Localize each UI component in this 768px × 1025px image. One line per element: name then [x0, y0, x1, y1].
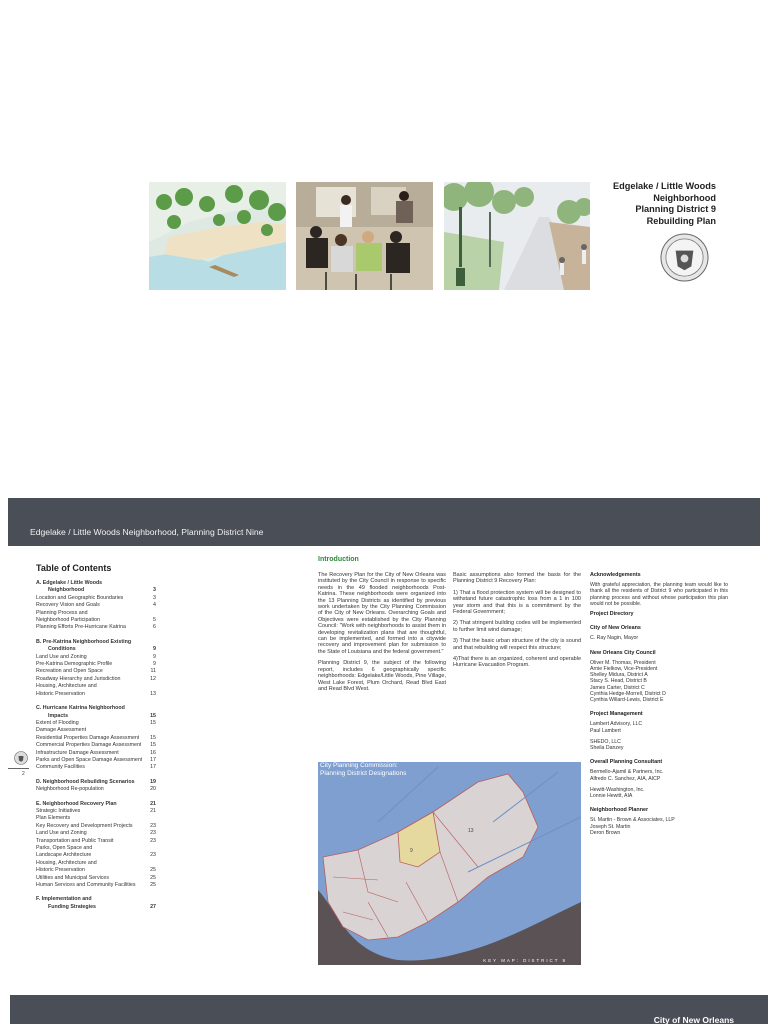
- toc-entry-title: B. Pre-Katrina Neighborhood Existing: [36, 638, 132, 645]
- toc-entry: [36, 815, 156, 822]
- toc-entry-title: Parks, Open Space and: [36, 845, 93, 851]
- toc-entry: [36, 735, 156, 742]
- directory-block: [590, 660, 728, 703]
- toc-entry-page: 3: [153, 587, 156, 594]
- cover-title-line: Planning District 9: [635, 204, 716, 214]
- toc-entry-page: 13: [150, 690, 156, 697]
- toc-entry: [36, 676, 156, 683]
- toc-entry: [36, 580, 156, 587]
- toc-entry: [36, 904, 156, 911]
- toc-entry-title: Planning Efforts Pre-Hurricane Katrina: [36, 624, 126, 631]
- toc-entry-page: 23: [150, 822, 156, 829]
- toc-entry-page: 20: [150, 786, 156, 793]
- toc-entry-page: 25: [150, 874, 156, 881]
- ack-text: With grateful appreciation, the planning team would like to thank all the residents of District 9 who participated in this planning process and without whose participation this plan would not be possible.: [590, 582, 728, 607]
- intro-paragraph: Planning District 9, the subject of the following report, includes 6 geographically specific neighborhoods: Edgelake/Little Woods, Pine Village, West Lake Forest, Plum Orchard, Read Blvd East and Read Blvd West.: [318, 660, 446, 692]
- project-directory: [590, 611, 728, 836]
- intro-paragraph: 4)That there is an organized, coherent and operable Hurricane Evacuation Program.: [453, 656, 581, 669]
- toc-entry-page: 25: [150, 882, 156, 889]
- directory-line: Lonnie Hewitt, AIA: [590, 793, 633, 800]
- toc-entry-page: 9: [153, 653, 156, 660]
- map-label-district-13: 13: [468, 828, 474, 834]
- toc-entry-title: Utilities and Municipal Services: [36, 874, 110, 881]
- section-header-title: Edgelake / Little Woods Neighborhood, Planning District Nine: [30, 527, 264, 537]
- toc-entry-page: 15: [150, 742, 156, 749]
- toc-entry-title: C. Hurricane Katrina Neighborhood: [36, 705, 125, 712]
- toc-entry-title: Historic Preservation: [36, 690, 85, 697]
- toc-entry: [36, 624, 156, 631]
- intro-paragraph: 2) That stringent building codes will be implemented to further limit wind damage;: [453, 620, 581, 633]
- toc-entry-page: 16: [150, 749, 156, 756]
- toc-entry-page: 23: [150, 852, 156, 859]
- directory-line: Cynthia Hedge-Morrell, District D: [590, 690, 666, 697]
- toc-entry-page: 4: [153, 602, 156, 609]
- toc-entry-title: Funding Strategies: [48, 903, 96, 910]
- toc-entry-title: Land Use and Zoning: [36, 653, 87, 660]
- toc-entry: [36, 691, 156, 698]
- toc-entry-page: 25: [150, 867, 156, 874]
- toc-entry: [36, 610, 156, 617]
- toc-entry: [36, 786, 156, 793]
- directory-line: James Carter, District C: [590, 684, 645, 691]
- toc-entry-title: F. Implementation and: [36, 896, 92, 903]
- map-title-line: Planning District Designations: [320, 770, 407, 777]
- directory-heading: Project Directory: [590, 611, 634, 618]
- toc-entry-title: Residential Properties Damage Assessment: [36, 734, 140, 741]
- toc-gap: [36, 698, 156, 705]
- toc-entry-page: 9: [153, 646, 156, 653]
- toc-gap: [36, 632, 156, 639]
- toc-entry: [36, 860, 156, 867]
- intro-paragraph: Basic assumptions also formed the basis for the Planning District 9 Recovery Plan:: [453, 572, 581, 585]
- directory-block: [590, 787, 728, 799]
- toc-entry-title: Commercial Properties Damage Assessment: [36, 742, 142, 749]
- toc-entry-title: E. Neighborhood Recovery Plan: [36, 800, 117, 807]
- table-of-contents: [36, 580, 156, 911]
- toc-entry: [36, 646, 156, 653]
- toc-entry-title: Transportation and Public Transit: [36, 837, 114, 844]
- toc-entry: [36, 867, 156, 874]
- toc-entry: [36, 852, 156, 859]
- directory-line: Joseph St. Martin: [590, 823, 631, 830]
- toc-entry-page: 6: [153, 624, 156, 631]
- directory-line: Paul Lambert: [590, 727, 621, 734]
- directory-line: Stacy S. Head, District B: [590, 678, 647, 685]
- toc-entry: [36, 779, 156, 786]
- intro-paragraph: 1) That a flood protection system will be designed to withstand future catastrophic loss from a 1 in 100 year storm and that this is a commitment by the Federal Government;: [453, 589, 581, 616]
- toc-entry: [36, 823, 156, 830]
- toc-entry-page: 12: [150, 675, 156, 682]
- toc-entry: [36, 683, 156, 690]
- cover-image-community-meeting: [296, 182, 433, 290]
- city-seal-icon: [660, 233, 709, 282]
- toc-entry: [36, 757, 156, 764]
- toc-entry: [36, 617, 156, 624]
- directory-line: Cynthia Willard-Lewis, District E: [590, 697, 664, 704]
- toc-entry-title: Recovery Vision and Goals: [36, 602, 100, 609]
- directory-line: Bermello-Ajamil & Partners, Inc.: [590, 769, 664, 776]
- directory-heading: City of New Orleans: [590, 625, 641, 632]
- toc-entry: [36, 896, 156, 903]
- map-title-line: City Planning Commission:: [320, 762, 398, 769]
- toc-entry-title: Human Services and Community Facilities: [36, 882, 136, 889]
- map-key-label: KEY MAP: DISTRICT 9: [483, 958, 567, 963]
- toc-gap: [36, 794, 156, 801]
- toc-entry-page: 17: [150, 756, 156, 763]
- ack-heading: Acknowledgements: [590, 572, 641, 578]
- toc-entry-title: Neighborhood Re-population: [36, 786, 104, 793]
- toc-entry-title: Strategic Initiatives: [36, 807, 81, 814]
- intro-paragraph: The Recovery Plan for the City of New Orleans was instituted by the City Council in response to specific needs in the 49 flooded neighborhoods Post-Katrina. These neighborhoods were organized into the 13 Planning Districts as identified by previous work undertaken by the City Planning Commission of the City of New Orleans. Overarching Goals and Objectives were established by the City Planning Council: "Work with neighborhoods to assist them in developing revitalization plans that are thoughtful, can be implemented, and formed into a citywide recovery and improvement plan for submission to the State of Louisiana and the federal government.": [318, 572, 446, 655]
- footer-bar: [10, 995, 768, 1024]
- toc-entry: [36, 801, 156, 808]
- toc-entry-page: 21: [150, 800, 156, 807]
- cover-title: [613, 181, 716, 227]
- toc-entry-title: D. Neighborhood Rebuilding Scenarios: [36, 778, 135, 785]
- toc-entry: [36, 661, 156, 668]
- toc-entry-title: Location and Geographic Boundaries: [36, 594, 124, 601]
- toc-entry-title: Infrastructure Damage Assessment: [36, 749, 119, 756]
- toc-entry: [36, 639, 156, 646]
- toc-entry-title: Damage Assessment: [36, 727, 87, 734]
- map-label-district-9: 9: [410, 848, 413, 854]
- toc-entry: [36, 742, 156, 749]
- directory-line: Alfredo C. Sanchez, AIA, AICP: [590, 775, 661, 782]
- directory-line: SHEDO, LLC: [590, 738, 621, 745]
- toc-entry-title: Community Facilities: [36, 764, 85, 771]
- toc-entry-title: A. Edgelake / Little Woods: [36, 580, 103, 586]
- directory-heading: New Orleans City Council: [590, 649, 656, 656]
- section-header-bar: [8, 498, 760, 546]
- directory-line: Arnie Fielkow, Vice-President: [590, 666, 658, 673]
- toc-entry-title: Roadway Hierarchy and Jurisdiction: [36, 675, 121, 682]
- toc-entry: [36, 838, 156, 845]
- cover-image-waterfront-rendering: [149, 182, 286, 290]
- toc-entry-page: 3: [153, 594, 156, 601]
- toc-entry-page: 27: [150, 903, 156, 910]
- directory-line: Sheila Danzey: [590, 745, 624, 752]
- toc-gap: [36, 772, 156, 779]
- directory-block: [590, 817, 728, 836]
- directory-block: [590, 769, 728, 781]
- toc-entry-title: Planning Process and: [36, 609, 88, 616]
- toc-entry-page: 21: [150, 807, 156, 814]
- toc-entry-title: Housing, Architecture and: [36, 859, 97, 866]
- directory-line: Shelley Midura, District A: [590, 672, 648, 679]
- toc-entry: [36, 727, 156, 734]
- directory-line: C. Ray Nagin, Mayor: [590, 635, 639, 642]
- toc-entry-title: Extent of Flooding: [36, 719, 79, 726]
- toc-gap: [36, 889, 156, 896]
- directory-block: [590, 739, 728, 751]
- toc-entry-page: 15: [150, 712, 156, 719]
- cover-title-line: Edgelake / Little Woods: [613, 181, 716, 191]
- toc-entry: [36, 845, 156, 852]
- directory-line: Hewitt-Washington, Inc.: [590, 786, 645, 793]
- intro-column-1: [318, 572, 446, 697]
- page-number: 2: [22, 771, 25, 777]
- toc-entry-title: Key Recovery and Development Projects: [36, 822, 133, 829]
- toc-entry-title: Neighborhood Participation: [36, 617, 100, 624]
- directory-heading: Project Management: [590, 711, 643, 718]
- directory-heading: Overall Planning Consultant: [590, 759, 663, 766]
- toc-entry: [36, 808, 156, 815]
- toc-entry-title: Historic Preservation: [36, 867, 85, 874]
- toc-entry-page: 19: [150, 778, 156, 785]
- district-key-map: [318, 762, 581, 965]
- toc-entry: [36, 587, 156, 594]
- toc-entry-title: Impacts: [48, 712, 69, 719]
- toc-title: Table of Contents: [36, 563, 112, 573]
- intro-column-2: [453, 572, 581, 674]
- toc-entry-title: Conditions: [48, 646, 76, 653]
- footer-text: City of New Orleans: [653, 1015, 734, 1025]
- toc-entry-page: 5: [153, 617, 156, 624]
- directory-line: Oliver M. Thomas, President: [590, 659, 656, 666]
- toc-entry-page: 15: [150, 734, 156, 741]
- toc-entry: [36, 875, 156, 882]
- toc-entry-page: 23: [150, 830, 156, 837]
- toc-entry-title: Land Use and Zoning: [36, 830, 87, 837]
- toc-entry-page: 15: [150, 719, 156, 726]
- toc-entry-title: Plan Elements: [36, 815, 71, 822]
- directory-line: Deron Brown: [590, 829, 621, 836]
- toc-entry: [36, 713, 156, 720]
- toc-entry-title: Neighborhood: [48, 587, 85, 594]
- directory-block: [590, 635, 728, 641]
- toc-entry: [36, 668, 156, 675]
- directory-block: [590, 721, 728, 733]
- acknowledgements: [590, 572, 728, 841]
- small-city-seal-icon: [14, 751, 28, 765]
- toc-entry: [36, 882, 156, 889]
- toc-entry-page: 11: [150, 668, 156, 675]
- toc-entry: [36, 602, 156, 609]
- toc-entry-title: Parks and Open Space Damage Assessment: [36, 756, 143, 763]
- toc-entry: [36, 830, 156, 837]
- toc-entry-page: 9: [153, 661, 156, 668]
- toc-entry-title: Landscape Architecture: [36, 852, 92, 859]
- toc-entry-page: 23: [150, 837, 156, 844]
- toc-entry: [36, 595, 156, 602]
- intro-heading: Introduction: [318, 556, 359, 563]
- toc-entry-title: Pre-Katrina Demographic Profile: [36, 661, 113, 668]
- directory-heading: Neighborhood Planner: [590, 807, 649, 814]
- toc-entry: [36, 764, 156, 771]
- directory-line: St. Martin - Brown & Associates, LLP: [590, 817, 675, 824]
- toc-entry: [36, 654, 156, 661]
- side-divider: [8, 768, 29, 769]
- toc-entry: [36, 720, 156, 727]
- toc-entry-title: Recreation and Open Space: [36, 668, 103, 675]
- map-title: [318, 762, 408, 778]
- cover-image-boulevard-rendering: [444, 182, 590, 290]
- directory-line: Lambert Advisory, LLC: [590, 721, 643, 728]
- cover-title-line: Neighborhood: [653, 192, 716, 203]
- toc-entry-page: 17: [150, 764, 156, 771]
- cover-title-line: Rebuilding Plan: [646, 215, 716, 226]
- toc-entry-title: Housing, Architecture and: [36, 683, 97, 690]
- toc-entry: [36, 750, 156, 757]
- toc-entry: [36, 705, 156, 712]
- intro-paragraph: 3) That the basic urban structure of the city is sound and that rebuilding will respect this structure;: [453, 638, 581, 651]
